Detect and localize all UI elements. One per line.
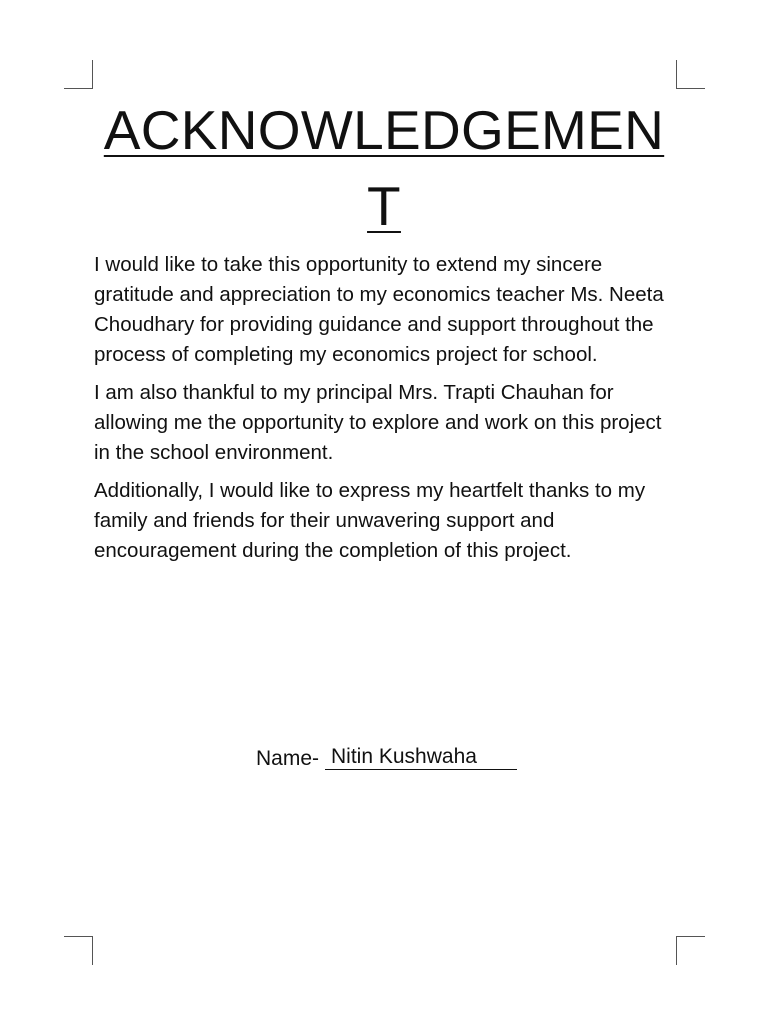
page-title: ACKNOWLEDGEMENT (103, 99, 665, 237)
crop-mark-bottom-right (676, 936, 705, 965)
paragraph-1: I would like to take this opportunity to extend my sincere gratitude and appreciation to my economics teacher Ms. Neeta Choudhary for providing guidance and support throughout the process of completing my economics project for school. (94, 253, 664, 366)
crop-mark-top-right (676, 60, 705, 89)
paragraph-2: I am also thankful to my principal Mrs. Trapti Chauhan for allowing me the opportunity to explore and work on this project in the school environment. (94, 381, 662, 464)
title-block (93, 92, 675, 244)
acknowledgement-body (94, 250, 674, 574)
name-line (256, 744, 517, 774)
paragraph-3: Additionally, I would like to express my heartfelt thanks to my family and friends for their unwavering support and encouragement during the completion of this project. (94, 479, 646, 562)
crop-mark-top-left (64, 60, 93, 89)
crop-mark-bottom-left (64, 936, 93, 965)
name-label: Name- (256, 747, 320, 770)
name-value: Nitin Kushwaha (325, 745, 517, 770)
